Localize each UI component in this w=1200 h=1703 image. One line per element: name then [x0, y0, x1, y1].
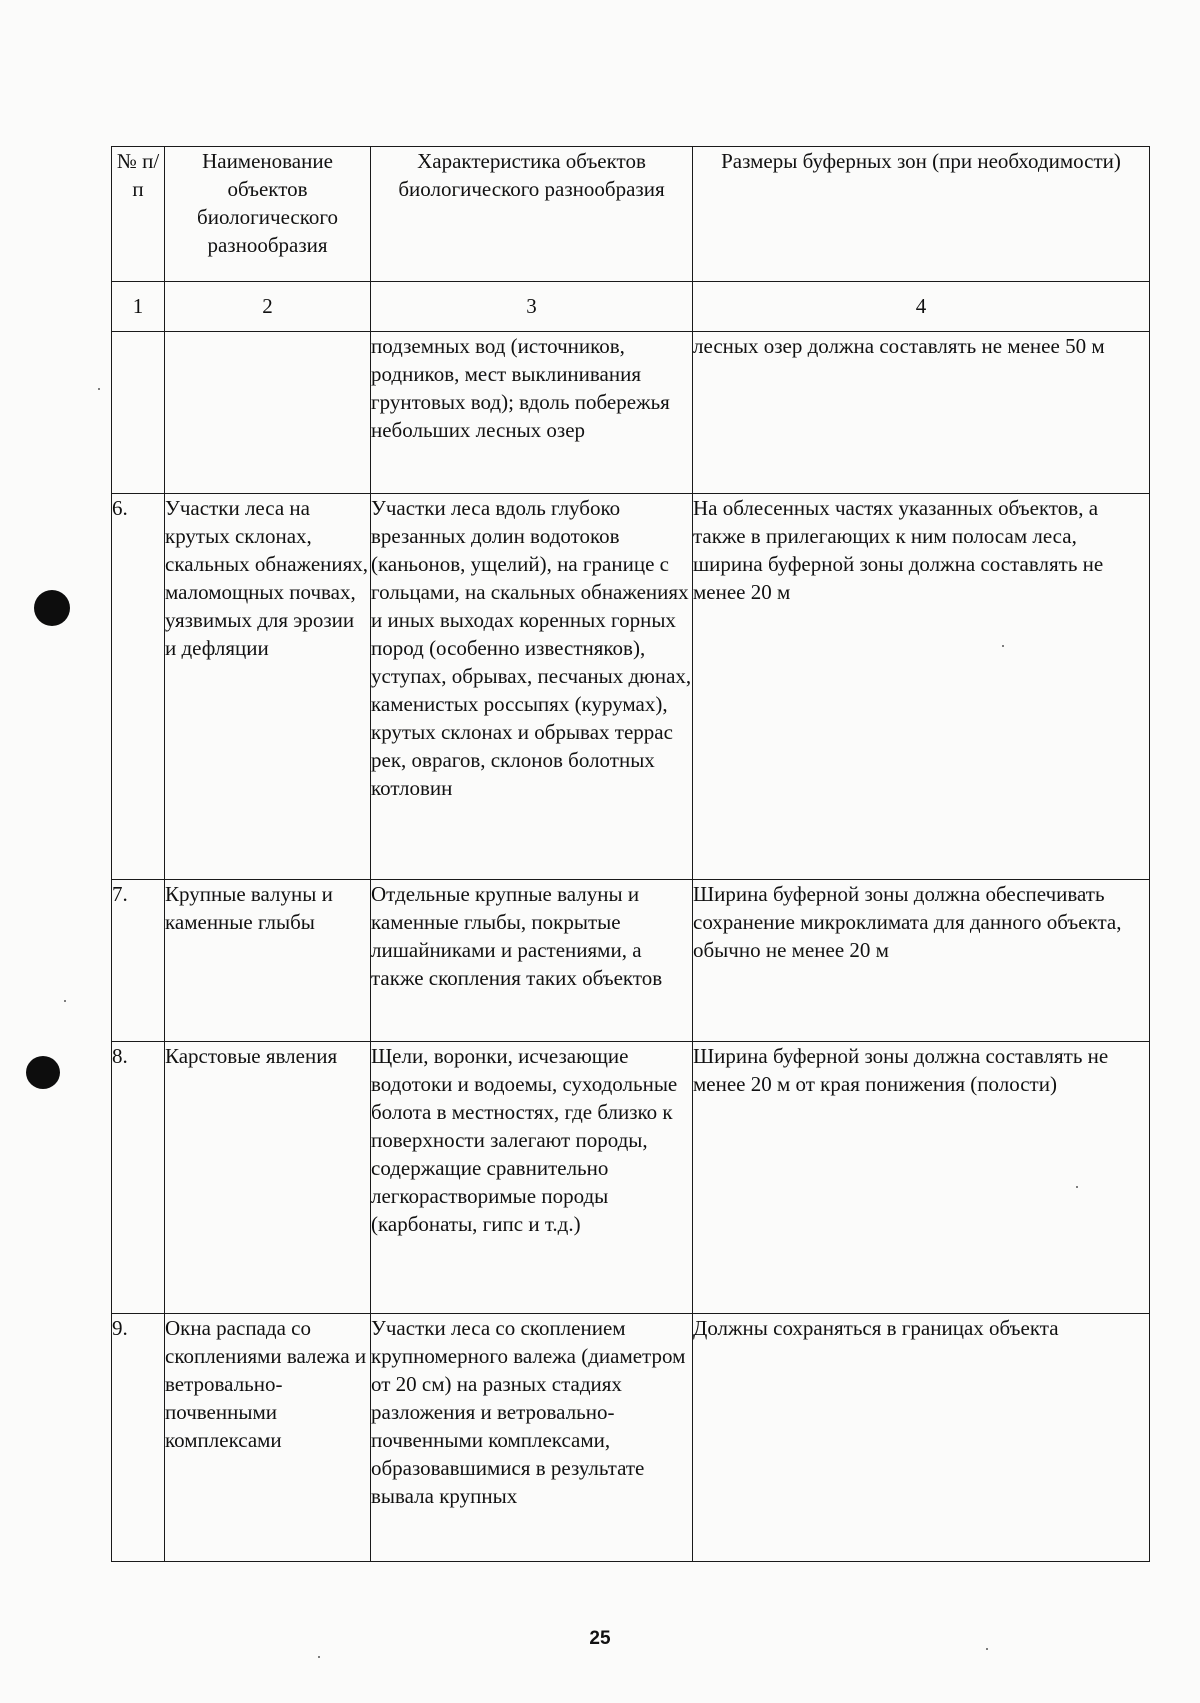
punch-hole-upper — [34, 590, 70, 626]
row-characteristics: подземных вод (источников, родников, мест выклинивания грунтовых вод); вдоль побережья небольших лесных озер — [371, 332, 693, 494]
biodiversity-objects-table — [111, 146, 1150, 1562]
table-header-row — [112, 147, 1150, 282]
header-object-name: Наименование объектов биологического разнообразия — [165, 147, 371, 282]
row-object-name: Карстовые явления — [165, 1042, 371, 1314]
row-buffer-zone: лесных озер должна составлять не менее 50 м — [693, 332, 1150, 494]
scan-speck — [318, 1656, 320, 1658]
scan-speck — [98, 388, 100, 390]
table-row — [112, 1042, 1150, 1314]
row-buffer-zone: Ширина буферной зоны должна обеспечивать сохранение микроклимата для данного объекта, обычно не менее 20 м — [693, 880, 1150, 1042]
row-number: 7. — [112, 880, 165, 1042]
table-row — [112, 1314, 1150, 1562]
row-object-name: Участки леса на крутых склонах, скальных обнажениях, маломощных почвах, уязвимых для эрозии и дефляции — [165, 494, 371, 880]
table-row — [112, 494, 1150, 880]
column-number: 3 — [371, 282, 693, 332]
row-characteristics: Щели, воронки, исчезающие водотоки и водоемы, суходольные болота в местностях, где близко к поверхности залегают породы, содержащие сравнительно легкорастворимые породы (карбонаты, гипс и т.д.) — [371, 1042, 693, 1314]
row-object-name: Крупные валуны и каменные глыбы — [165, 880, 371, 1042]
column-number-row — [112, 282, 1150, 332]
row-number: 6. — [112, 494, 165, 880]
row-number: 9. — [112, 1314, 165, 1562]
row-buffer-zone: На облесенных частях указанных объектов, а также в прилегающих к ним полосам леса, ширина буферной зоны должна составлять не менее 20 м — [693, 494, 1150, 880]
row-characteristics: Участки леса со скоплением крупномерного валежа (диаметром от 20 см) на разных стадиях разложения и ветровально-почвенными комплексами, образовавшимися в результате вывала крупных — [371, 1314, 693, 1562]
row-characteristics: Участки леса вдоль глубоко врезанных долин водотоков (каньонов, ущелий), на границе с гольцами, на скальных обнажениях и иных выходах коренных горных пород (особенно известняков), уступах, обрывах, песчаных дюнах, каменистых россыпях (курумах), крутых склонах и обрывах террас рек, оврагов, склонов болотных котловин — [371, 494, 693, 880]
row-number: 8. — [112, 1042, 165, 1314]
column-number: 1 — [112, 282, 165, 332]
row-object-name — [165, 332, 371, 494]
header-buffer-zone-size: Размеры буферных зон (при необходимости) — [693, 147, 1150, 282]
row-number — [112, 332, 165, 494]
row-characteristics: Отдельные крупные валуны и каменные глыбы, покрытые лишайниками и растениями, а также скопления таких объектов — [371, 880, 693, 1042]
page-number: 25 — [589, 1628, 611, 1649]
column-number: 4 — [693, 282, 1150, 332]
row-object-name: Окна распада со скоплениями валежа и ветровально-почвенными комплексами — [165, 1314, 371, 1562]
row-buffer-zone: Ширина буферной зоны должна составлять не менее 20 м от края понижения (полости) — [693, 1042, 1150, 1314]
punch-hole-lower — [26, 1056, 60, 1089]
row-buffer-zone: Должны сохраняться в границах объекта — [693, 1314, 1150, 1562]
header-number: № п/п — [112, 147, 165, 282]
table-row — [112, 880, 1150, 1042]
column-number: 2 — [165, 282, 371, 332]
header-object-characteristics: Характеристика объектов биологического разнообразия — [371, 147, 693, 282]
scan-speck — [64, 1000, 66, 1002]
table-row — [112, 332, 1150, 494]
